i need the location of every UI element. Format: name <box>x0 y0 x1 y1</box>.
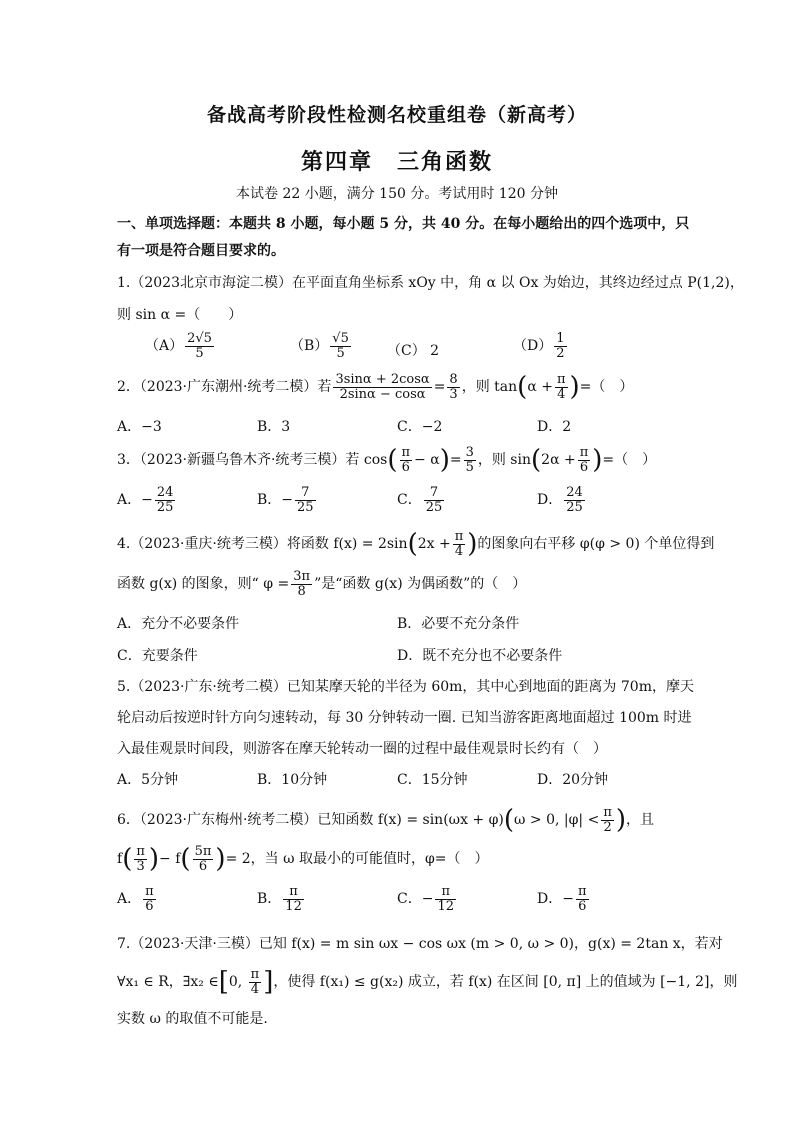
q5-option-d: D．20分钟 <box>537 772 609 788</box>
exam-meta: 本试卷 22 小题，满分 150 分。考试用时 120 分钟 <box>236 186 558 202</box>
q7-stem-line1: 7.（2023·天津·三模）已知 f(x) = m sin ωx − cos ωx (m > 0, ω > 0)，g(x) = 2tan x，若对 <box>117 936 723 952</box>
q1-option-d: （D） $\frac{1}{2}$ <box>513 331 565 361</box>
q4-option-c: C．充要条件 <box>117 648 198 664</box>
q7-stem-line2: ∀x₁ ∈ R，∃x₂ ∈[0, $\frac{\pi}{4}$ ]，使得 f(x₁) ≤ g(x₂) 成立，若 f(x) 在区间 [0, π] 上的值域为 [−1, 2]，则 <box>117 967 738 998</box>
q7-stem-line3: 实数 ω 的取值不可能是. <box>117 1011 268 1027</box>
q5-option-a: A．5分钟 <box>117 772 179 788</box>
section-heading-line1: 一、单项选择题：本题共 8 小题，每小题 5 分，共 40 分。在每小题给出的四个选项中，只 <box>117 216 690 232</box>
q5-stem-line1: 5.（2023·广东·统考二模）已知某摩天轮的半径为 60m，其中心到地面的距离为 70m，摩天 <box>117 679 694 695</box>
q4-option-d: D．既不充分也不必要条件 <box>397 648 563 664</box>
q2-option-b: B．3 <box>257 419 291 435</box>
q4-stem-line2: 函数 g(x) 的图象，则“ φ = $\frac{3\pi}{8}$ ”是“函数 g(x) 为偶函数”的（ ） <box>117 569 527 599</box>
q5-option-b: B．10分钟 <box>257 772 328 788</box>
q6-option-b: B． $\frac{\pi}{12}$ <box>257 884 302 914</box>
exam-title: 备战高考阶段性检测名校重组卷（新高考） <box>206 104 587 126</box>
q1-option-b: （B） $\frac{√5}{5}$ <box>290 331 349 361</box>
q4-option-a: A．充分不必要条件 <box>117 616 240 632</box>
q2-stem: 2．（2023·广东潮州·统考二模）若 $\frac{3\sin\alpha + 2\cos\alpha}{2\sin\alpha - \cos\alpha}$ = $\frac{8}{3}$ ，则 tan(α + $\frac{\pi}{4}$ )=（ ） <box>117 372 634 403</box>
q6-stem: 6．（2023·广东梅州·统考二模）已知函数 f(x) = sin(ωx + φ)(ω > 0, |φ| < $\frac{\pi}{2}$ )，且 <box>117 805 655 836</box>
q5-stem-line2: 轮启动后按逆时针方向匀速转动，每 30 分钟转动一圈. 已知当游客距离地面超过 100m 时进 <box>117 710 692 726</box>
q6-stem-line2: f( $\frac{\pi}{3}$ )− f( $\frac{5\pi}{6}$ )= 2，当 ω 取最小的可能值时，φ=（ ） <box>117 844 489 875</box>
q1-stem-line2: 则 sin α =（ ） <box>117 307 243 323</box>
q2-option-d: D．2 <box>537 419 572 435</box>
q3-option-d: D． $\frac{24}{25}$ <box>537 485 583 515</box>
q6-option-a: A． $\frac{\pi}{6}$ <box>117 884 154 914</box>
q4-stem: 4.（2023·重庆·统考三模）将函数 f(x) = 2sin(2x + $\frac{\pi}{4}$ )的图象向右平移 φ(φ > 0) 个单位得到 <box>117 529 715 560</box>
q1-stem: 1.（2023北京市海淀二模）在平面直角坐标系 xOy 中，角 α 以 Ox 为始边，其终边经过点 P(1,2)， <box>117 275 744 291</box>
q3-option-b: B．− $\frac{7}{25}$ <box>257 485 314 515</box>
q4-option-b: B．必要不充分条件 <box>397 616 520 632</box>
q6-option-d: D．− $\frac{\pi}{6}$ <box>537 884 587 914</box>
q3-option-a: A．− $\frac{24}{25}$ <box>117 485 174 515</box>
section-heading-line2: 有一项是符合题目要求的。 <box>117 243 285 259</box>
chapter-title: 第四章 三角函数 <box>300 149 493 175</box>
q2-option-c: C．−2 <box>397 419 443 435</box>
q5-stem-line3: 入最佳观景时间段，则游客在摩天轮转动一圈的过程中最佳观景时长约有（ ） <box>117 741 607 757</box>
q6-option-c: C．− $\frac{\pi}{12}$ <box>397 884 454 914</box>
q5-option-c: C．15分钟 <box>397 772 468 788</box>
q3-option-c: C． $\frac{7}{25}$ <box>397 485 443 515</box>
q1-option-c: （C） 2 <box>387 343 440 359</box>
q2-option-a: A．−3 <box>117 419 162 435</box>
q3-stem: 3．（2023·新疆乌鲁木齐·统考三模）若 cos( $\frac{\pi}{6}$ − α)= $\frac{3}{5}$ ，则 sin(2α + $\frac{\pi}{6}$ )=（ ） <box>117 445 657 476</box>
q1-option-a: （A） $\frac{2√5}{5}$ <box>145 331 212 361</box>
